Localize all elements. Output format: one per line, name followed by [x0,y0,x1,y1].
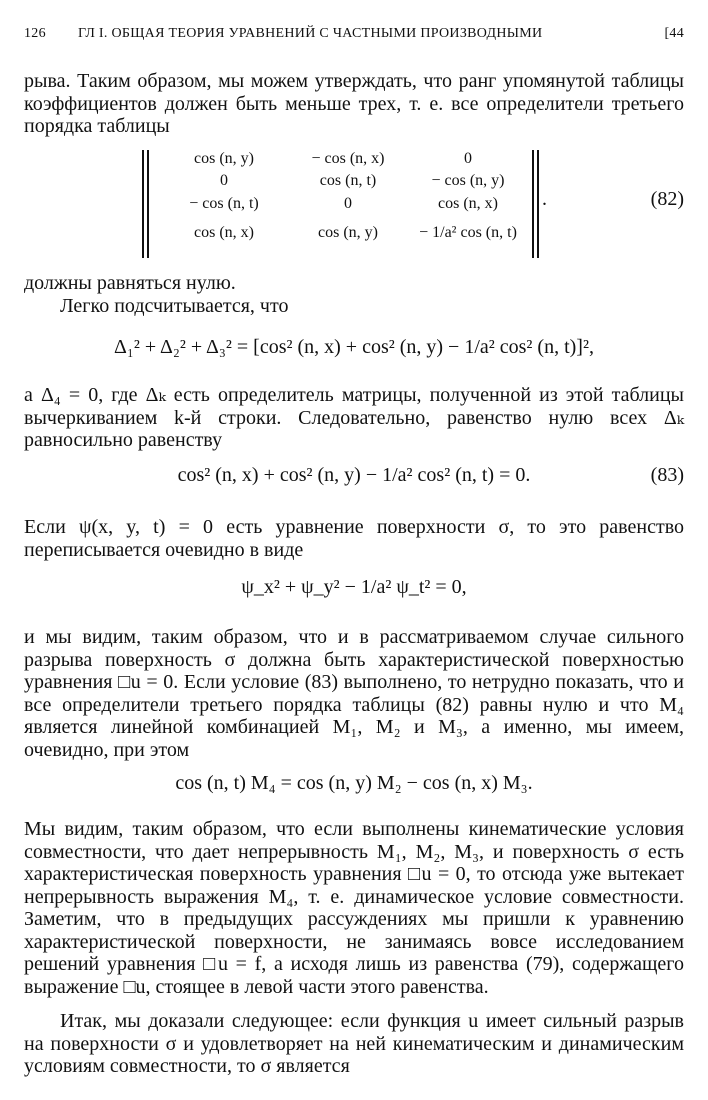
matrix-cell: 0 [344,195,352,212]
matrix-cell: cos (n, x) [438,195,498,212]
paragraph-6: и мы видим, таким образом, что и в рассматриваемом случае сильного разрыва поверхность σ должна быть характеристической поверхностью уравнения □u = 0. Если условие (83) выполнено, то нетрудно показать, что и все определители третьего порядка таблицы (82) равны нулю и что M₄ является линейной комбинацией M₁, M₂ и M₃, а именно, мы имеем, очевидно, при этом [24,626,684,761]
paragraph-3: Легко подсчитывается, что [60,295,289,317]
equation-number-82: (82) [650,188,684,210]
paragraph-8: Итак, мы доказали следующее: если функция u имеет сильный разрыв на поверхности σ и удовлетворяет на ней кинематическим и динамическим условиям совместности, то σ является [24,1010,684,1077]
right-bracket [532,150,539,258]
matrix-cell: 0 [464,150,472,167]
matrix-cell: − cos (n, x) [311,150,385,167]
matrix-cell: − cos (n, t) [189,195,259,212]
matrix-cell: − 1/a² cos (n, t) [419,224,517,241]
paragraph-5: Если ψ(x, y, t) = 0 есть уравнение поверхности σ, то это равенство переписывается очевидно в виде [24,516,684,561]
running-title: ГЛ I. ОБЩАЯ ТЕОРИЯ УРАВНЕНИЙ С ЧАСТНЫМИ ПРОИЗВОДНЫМИ [78,26,543,41]
book-page [24,0,684,1100]
paragraph-2: должны равняться нулю. [24,272,236,294]
equation-83 [24,458,684,492]
equation-m4: cos (n, t) M₄ = cos (n, y) M₂ − cos (n, x) M₃. [175,772,533,794]
running-header [24,26,684,48]
matrix-82 [24,148,684,260]
equation-psi: ψ_x² + ψ_y² − 1/a² ψ_t² = 0, [241,576,467,598]
matrix-cell: cos (n, t) [319,172,377,189]
equation-83-body: cos² (n, x) + cos² (n, y) − 1/a² cos² (n, t) = 0. [177,464,531,486]
paragraph-4: а Δ₄ = 0, где Δₖ есть определитель матрицы, полученной из этой таблицы вычеркиванием k-й строки. Следовательно, равенство нулю всех Δₖ равносильно равенству [24,384,684,451]
matrix-cell: cos (n, x) [194,224,254,241]
equation-number-83: (83) [650,464,684,486]
matrix-cell: − cos (n, y) [431,172,505,189]
page-number: 126 [24,26,46,41]
matrix-cell: cos (n, y) [194,150,254,167]
matrix-period: . [542,188,547,210]
left-bracket [142,150,149,258]
paragraph-1: рыва. Таким образом, мы можем утверждать, что ранг упомянутой таблицы коэффициентов должен быть меньше трех, т. е. все определители третьего порядка таблицы [24,70,684,137]
section-number: [44 [664,26,684,41]
equation-delta-sum: Δ₁² + Δ₂² + Δ₃² = [cos² (n, x) + cos² (n, y) − 1/a² cos² (n, t)]², [114,336,594,358]
matrix-cell: cos (n, y) [318,224,378,241]
matrix-cell: 0 [220,172,228,189]
paragraph-7: Мы видим, таким образом, что если выполнены кинематические условия совместности, что дает непрерывность M₁, M₂, M₃, и поверхность σ есть характеристическая поверхность уравнения □u = 0, то отсюда уже вытекает непрерывность выражения M₄, т. е. динамическое условие совместности. Заметим, что в предыдущих рассуждениях мы пришли к уравнению характеристической поверхности, не занимаясь вовсе исследованием решений уравнения □u = f, а исходя лишь из равенства (79), содержащего выражение □u, стоящее в левой части этого равенства. [24,818,684,998]
